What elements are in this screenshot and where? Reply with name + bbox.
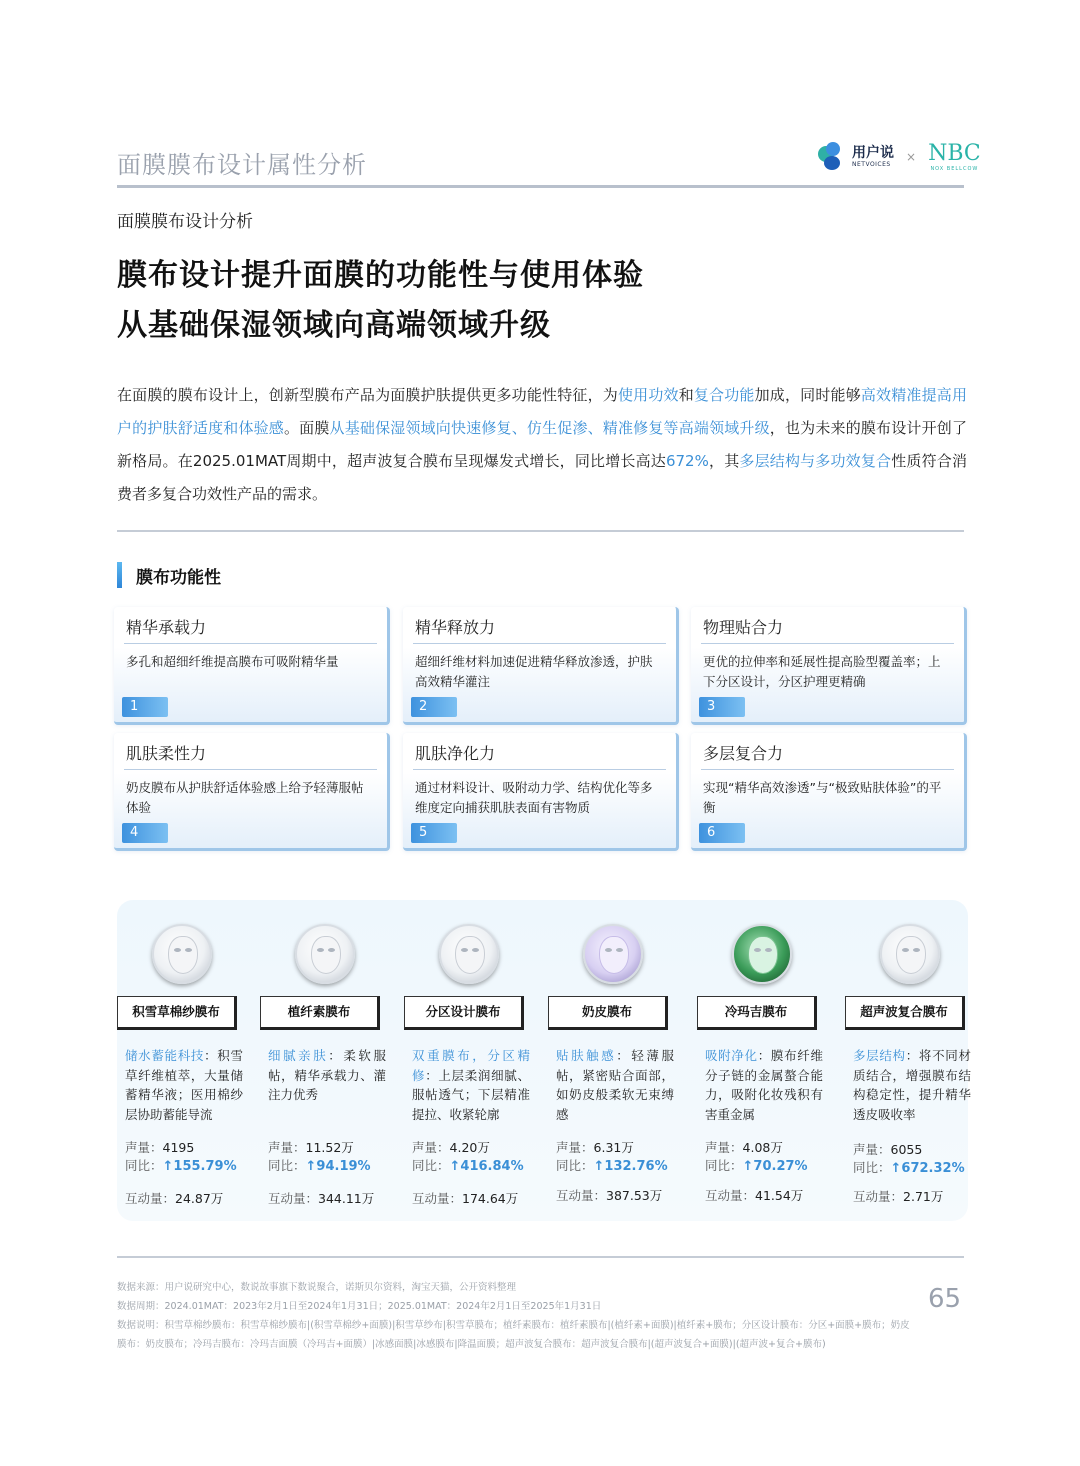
material-desc: 细腻亲肤：柔软服帖，精华承载力、灌注力优秀 <box>268 1048 386 1102</box>
material-volume: 声量：4195 <box>125 1140 195 1155</box>
material-yoy: 同比：↑416.84% <box>412 1158 524 1174</box>
material-interaction: 互动量：344.11万 <box>268 1191 375 1206</box>
feature-number: 4 <box>122 823 168 843</box>
cotton-mask-icon <box>152 924 212 984</box>
nbc-logo: NBC NOX BELLCOW <box>928 140 981 172</box>
logo-separator: × <box>906 150 917 164</box>
feature-number: 5 <box>411 823 457 843</box>
section-accent-bar <box>117 562 122 588</box>
section-header <box>117 562 221 588</box>
feature-desc: 通过材料设计、吸附动力学、结构优化等多维度定向捕获肌肤表面有害物质 <box>415 780 653 815</box>
feature-number: 1 <box>122 697 168 717</box>
material-desc: 多层结构：将不同材质结合，增强膜布结构稳定性，提升精华透皮吸收率 <box>853 1048 971 1122</box>
material-interaction: 互动量：41.54万 <box>705 1188 804 1203</box>
footer-period: 数据周期：2024.01MAT：2023年2月1日至2024年1月31日；2025.01MAT：2024年2月1日至2025年1月31日 <box>117 1301 602 1312</box>
headline-line-2: 从基础保湿领域向高端领域升级 <box>117 308 551 343</box>
material-label: 冷玛吉膜布 <box>697 996 817 1030</box>
headline-line-1: 膜布设计提升面膜的功能性与使用体验 <box>117 258 644 293</box>
page-title: 面膜膜布设计属性分析 <box>117 151 367 179</box>
feature-divider <box>124 769 377 770</box>
footer-divider <box>117 1256 964 1258</box>
section-title: 膜布功能性 <box>136 567 221 588</box>
material-label: 奶皮膜布 <box>548 996 668 1030</box>
zoned-mask-icon <box>439 924 499 984</box>
footer-note: 数据说明：积雪草棉纱膜布：积雪草棉纱膜布|(积雪草棉纱+面膜)|积雪草纱布|积雪草膜布；植纤素膜布：植纤素膜布|(植纤素+面膜)|植纤素+膜布；分区设计膜布：分区+面膜+膜布；奶皮膜布：奶皮膜布；冷玛吉膜布：冷玛吉面膜（冷玛吉+面膜）|冰感面膜|冰感膜布|降温面膜；超声波复合膜布：超声波复合膜布|(超声波复合+面膜)|(超声波+复合+膜布) <box>117 1320 910 1350</box>
material-volume: 声量：11.52万 <box>268 1140 354 1155</box>
material-label: 植纤素膜布 <box>260 996 380 1030</box>
feature-number: 3 <box>699 697 745 717</box>
material-label: 积雪草棉纱膜布 <box>117 996 237 1030</box>
feature-card <box>114 607 390 725</box>
brand-logos <box>818 142 981 172</box>
feature-number: 6 <box>699 823 745 843</box>
content-divider <box>117 530 964 532</box>
feature-desc: 超细纤维材料加速促进精华释放渗透，护肤高效精华灌注 <box>415 654 653 689</box>
material-yoy: 同比：↑672.32% <box>853 1160 965 1176</box>
material-interaction: 互动量：174.64万 <box>412 1191 519 1206</box>
cold-mask-icon <box>732 924 792 984</box>
feature-card <box>114 733 390 851</box>
material-yoy: 同比：↑132.76% <box>556 1158 668 1174</box>
feature-card <box>691 733 967 851</box>
feature-title: 精华承载力 <box>126 618 207 637</box>
material-label: 分区设计膜布 <box>404 996 524 1030</box>
feature-title: 多层复合力 <box>703 744 784 763</box>
material-interaction: 互动量：2.71万 <box>853 1189 944 1204</box>
materials-panel <box>117 900 968 1221</box>
material-volume: 声量：4.08万 <box>705 1140 783 1155</box>
feature-card <box>403 733 679 851</box>
feature-card <box>403 607 679 725</box>
material-yoy: 同比：↑70.27% <box>705 1158 808 1174</box>
intro-paragraph: 在面膜的膜布设计上，创新型膜布产品为面膜护肤提供更多功能性特征，为使用功效和复合功能加成，同时能够高效精准提高用户的护肤舒适度和体验感。面膜从基础保湿领域向快速修复、仿生促渗、精准修复等高端领域升级，也为未来的膜布设计开创了新格局。在2025.01MAT周期中，超声波复合膜布呈现爆发式增长，同比增长高达672%，其多层结构与多功效复合性质符合消费者多复合功效性产品的需求。 <box>117 386 967 503</box>
footer-source: 数据来源：用户说研究中心，数说故事旗下数说聚合，诺斯贝尔资料，淘宝天猫，公开资料整理 <box>117 1282 517 1293</box>
material-desc: 吸附净化：膜布纤维分子链的金属螯合能力，吸附化妆残积有害重金属 <box>705 1048 823 1122</box>
ultrasonic-mask-icon <box>880 924 940 984</box>
feature-title: 肌肤柔性力 <box>126 744 207 763</box>
feature-title: 精华释放力 <box>415 618 496 637</box>
feature-divider <box>701 643 954 644</box>
material-volume: 声量：4.20万 <box>412 1140 490 1155</box>
feature-card <box>691 607 967 725</box>
material-interaction: 互动量：24.87万 <box>125 1191 224 1206</box>
feature-title: 物理贴合力 <box>703 618 784 637</box>
material-yoy: 同比：↑155.79% <box>125 1158 237 1174</box>
feature-divider <box>124 643 377 644</box>
material-label: 超声波复合膜布 <box>845 996 965 1030</box>
feature-number: 2 <box>411 697 457 717</box>
netvoices-logo-icon <box>818 142 844 172</box>
feature-desc: 多孔和超细纤维提高膜布可吸附精华量 <box>126 654 339 669</box>
netvoices-logo-text: 用户说 NETVOICES <box>852 145 894 168</box>
material-desc: 储水蓄能科技：积雪草纤维植萃，大量储蓄精华液；医用棉纱层协助蓄能导流 <box>125 1048 243 1122</box>
feature-divider <box>701 769 954 770</box>
header-divider <box>117 185 964 188</box>
section-subtitle: 面膜膜布设计分析 <box>117 212 253 232</box>
fiber-mask-icon <box>295 924 355 984</box>
feature-divider <box>413 769 666 770</box>
feature-divider <box>413 643 666 644</box>
page-number: 65 <box>928 1284 962 1314</box>
feature-desc: 奶皮膜布从护肤舒适体验感上给予轻薄服帖体验 <box>126 780 364 815</box>
feature-title: 肌肤净化力 <box>415 744 496 763</box>
material-interaction: 互动量：387.53万 <box>556 1188 663 1203</box>
feature-desc: 更优的拉伸率和延展性提高脸型覆盖率；上下分区设计，分区护理更精确 <box>703 654 941 689</box>
material-desc: 贴肤触感：轻薄服帖，紧密贴合面部，如奶皮般柔软无束缚感 <box>556 1048 674 1122</box>
feature-desc: 实现“精华高效渗透”与“极致贴肤体验”的平衡 <box>703 780 942 815</box>
material-volume: 声量：6.31万 <box>556 1140 634 1155</box>
material-yoy: 同比：↑94.19% <box>268 1158 371 1174</box>
milk-skin-mask-icon <box>583 924 643 984</box>
material-desc: 双重膜布，分区精修：上层柔润细腻、服帖透气；下层精准提拉、收紧轮廓 <box>412 1048 530 1122</box>
material-volume: 声量：6055 <box>853 1142 923 1157</box>
